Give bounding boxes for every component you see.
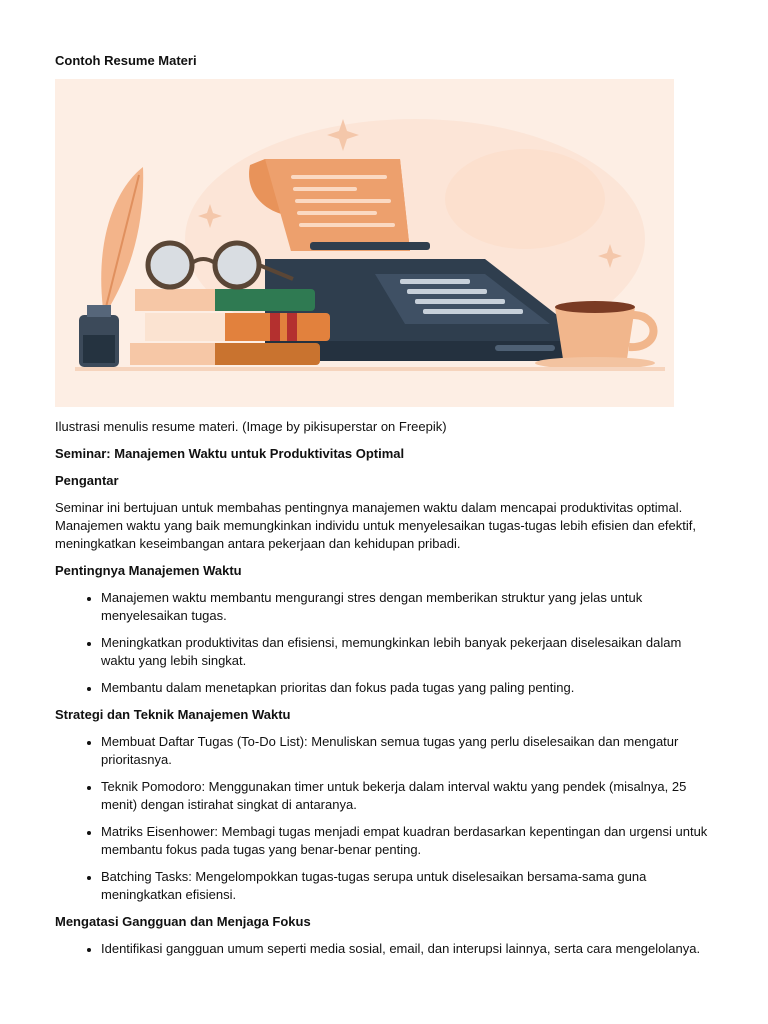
importance-heading: Pentingnya Manajemen Waktu [55,563,242,578]
importance-list [55,589,715,697]
seminar-title: Seminar: Manajemen Waktu untuk Produktivitas Optimal [55,446,405,461]
resume-illustration [55,79,674,407]
document-title: Contoh Resume Materi [55,53,197,68]
document-body [55,445,715,967]
list-item: • Membantu dalam menetapkan prioritas dan fokus pada tugas yang paling penting. [101,679,715,697]
list-item: • Manajemen waktu membantu mengurangi stres dengan memberikan struktur yang jelas untuk menyelesaikan tugas. [101,589,715,625]
list-item: • Meningkatkan produktivitas dan efisiensi, memungkinkan lebih banyak pekerjaan diselesaikan dalam waktu yang lebih singkat. [101,634,715,670]
strategies-list [55,733,715,904]
list-item: • Membuat Daftar Tugas (To-Do List): Menuliskan semua tugas yang perlu diselesaikan dan mengatur prioritasnya. [101,733,715,769]
focus-heading: Mengatasi Gangguan dan Menjaga Fokus [55,914,311,929]
intro-paragraph: Seminar ini bertujuan untuk membahas pentingnya manajemen waktu dalam mencapai produktivitas optimal. Manajemen waktu yang baik memungkinkan individu untuk menyelesaikan tugas-tugas lebih efisien dan efektif, meningkatkan keseimbangan antara pekerjaan dan kehidupan pribadi. [55,500,696,551]
list-item: • Identifikasi gangguan umum seperti media sosial, email, dan interupsi lainnya, serta cara mengelolanya. [101,940,715,958]
list-item: • Batching Tasks: Mengelompokkan tugas-tugas serupa untuk diselesaikan bersama-sama guna meningkatkan efisiensi. [101,868,715,904]
strategies-heading: Strategi dan Teknik Manajemen Waktu [55,707,291,722]
focus-list [55,940,715,958]
image-caption: Ilustrasi menulis resume materi. (Image by pikisuperstar on Freepik) [55,419,447,434]
list-item: • Teknik Pomodoro: Menggunakan timer untuk bekerja dalam interval waktu yang pendek (misalnya, 25 menit) dengan istirahat singkat di antaranya. [101,778,715,814]
list-item: • Matriks Eisenhower: Membagi tugas menjadi empat kuadran berdasarkan kepentingan dan urgensi untuk membantu fokus pada tugas yang benar-benar penting. [101,823,715,859]
intro-heading: Pengantar [55,473,119,488]
